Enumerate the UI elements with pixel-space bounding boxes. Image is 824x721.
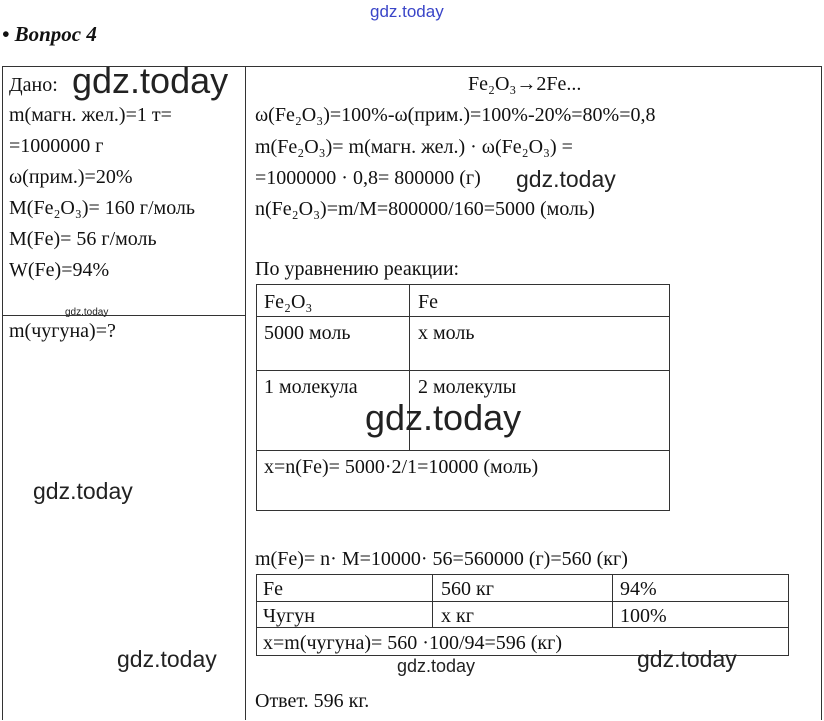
given-label: Дано:	[9, 74, 58, 96]
watermark-bottom-center: gdz.today	[397, 656, 476, 676]
table2-row-divider	[256, 601, 789, 602]
given-line: M(Fe)= 56 г/моль	[9, 228, 157, 250]
table2-row-divider	[256, 627, 789, 628]
table1-row-divider	[256, 316, 670, 317]
table2-cell: 94%	[620, 578, 657, 600]
watermark-left-middle: gdz.today	[33, 478, 133, 504]
table1-cell: 1 молекула	[264, 376, 358, 398]
mass-fe-line: m(Fe)= n· M=10000· 56=560000 (г)=560 (кг)	[255, 548, 628, 570]
given-line: M(Fe₂O₃)= 160 г/моль	[9, 197, 196, 219]
given-line: ω(прим.)=20%	[9, 166, 133, 188]
watermark-solution-mid: gdz.today	[516, 166, 616, 192]
watermark-given-large: gdz.today	[72, 60, 229, 101]
frame-divider	[245, 66, 246, 720]
given-line: m(магн. жел.)=1 т=	[9, 104, 172, 126]
given-find-separator	[2, 315, 245, 316]
table1-row-divider	[256, 370, 670, 371]
find-line: m(чугуна)=?	[9, 320, 116, 342]
by-equation-heading: По уравнению реакции:	[255, 258, 460, 280]
watermark-table-center: gdz.today	[365, 397, 522, 438]
top-watermark: gdz.today	[370, 2, 444, 21]
frame-left	[2, 66, 3, 720]
answer: Ответ. 596 кг.	[255, 690, 370, 712]
solution-line: n(Fe₂O₃)=m/M=800000/160=5000 (моль)	[255, 198, 595, 220]
table1-row-divider	[256, 450, 670, 451]
table2-cell: 560 кг	[441, 578, 494, 600]
frame-right	[821, 66, 822, 720]
given-line: =1000000 г	[9, 135, 104, 157]
reaction-equation: Fe₂O₃→2Fe...	[468, 73, 582, 95]
watermark-bottom-right: gdz.today	[637, 646, 737, 672]
table1-result: x=n(Fe)= 5000·2/1=10000 (моль)	[264, 456, 539, 478]
table2-cell: 100%	[620, 605, 667, 627]
watermark-given-small: gdz.today	[65, 307, 109, 318]
table2-cell: x кг	[441, 605, 474, 627]
table1-header-cell: Fe	[418, 291, 438, 313]
table1-cell: x моль	[418, 322, 475, 344]
table2-result: x=m(чугуна)= 560 ·100/94=596 (кг)	[263, 632, 563, 654]
table1-cell: 5000 моль	[264, 322, 351, 344]
table1-cell: 2 молекулы	[418, 376, 517, 398]
given-line: W(Fe)=94%	[9, 259, 110, 281]
question-title: • Вопрос 4	[2, 22, 97, 46]
table2-cell: Fe	[263, 578, 283, 600]
table1-header-cell: Fe₂O₃	[264, 291, 313, 313]
watermark-left-bottom: gdz.today	[117, 646, 217, 672]
solution-line: =1000000 · 0,8= 800000 (г)	[255, 167, 481, 189]
solution-line: ω(Fe₂O₃)=100%-ω(прим.)=100%-20%=80%=0,8	[255, 104, 656, 126]
table2-cell: Чугун	[263, 605, 315, 627]
solution-line: m(Fe₂O₃)= m(магн. жел.) · ω(Fe₂O₃) =	[255, 136, 573, 158]
